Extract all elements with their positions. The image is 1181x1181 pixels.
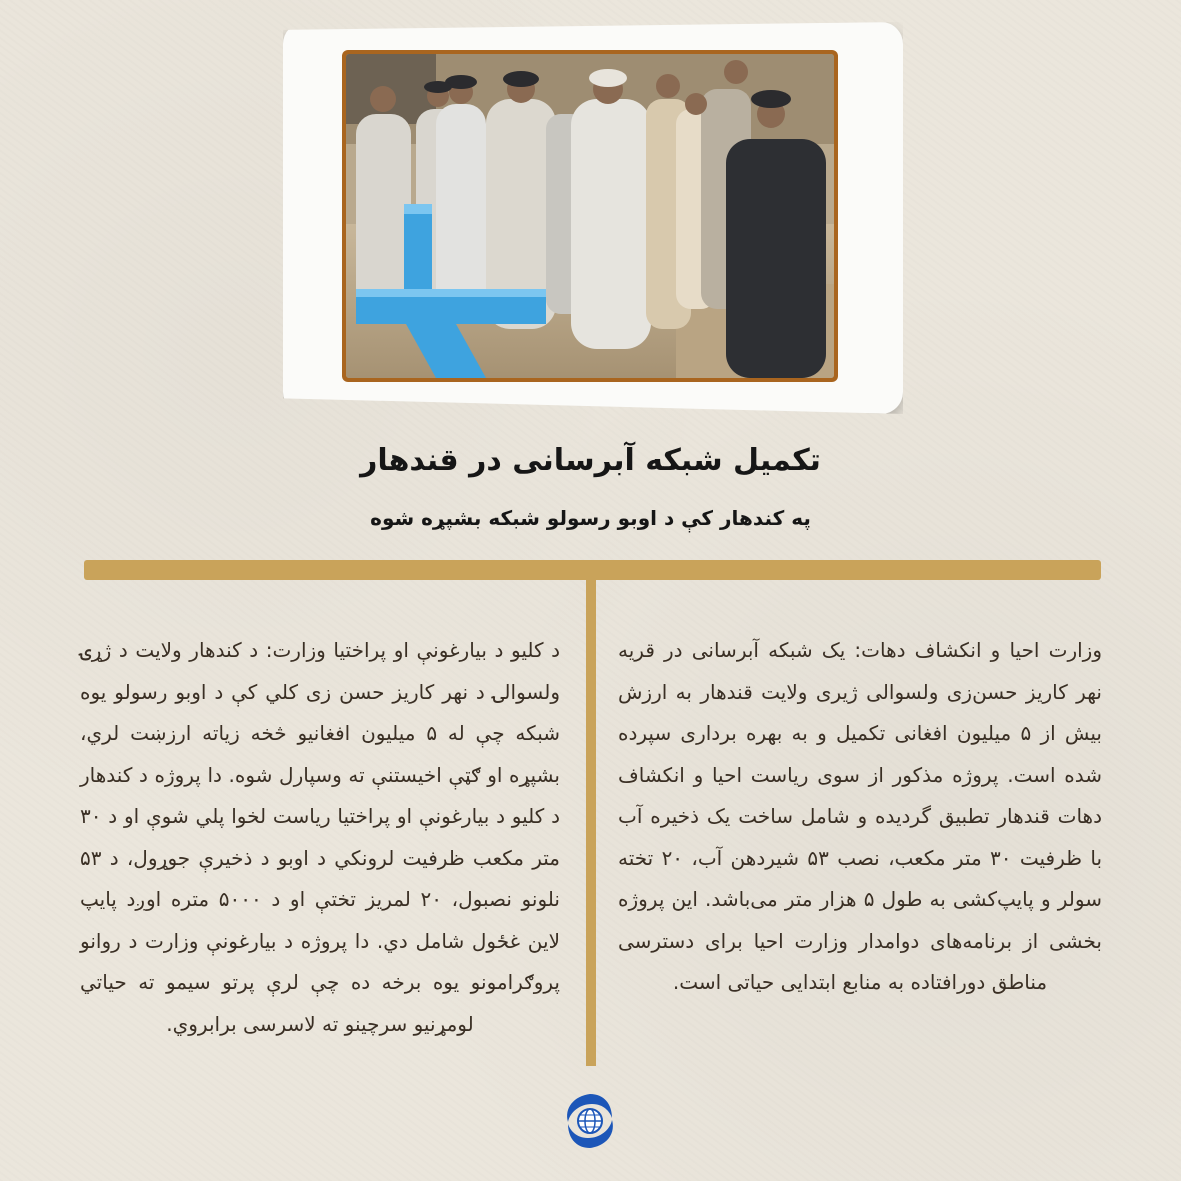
ministry-logo-icon bbox=[560, 1090, 620, 1152]
article-subtitle: په کندهار کې د اوبو رسولو شبکه بشپړه شوه bbox=[370, 506, 811, 530]
vertical-divider bbox=[586, 578, 596, 1066]
water-project-photo bbox=[346, 54, 834, 378]
body-pashto: د کلیو د بیارغونې او پراختیا وزارت: د کندهار ولایت د ژړۍ ولسوالۍ د نهر کاریز حسن زی کلي کې د اوبو رسولو یوه شبکه چې له ۵ میلیون افغانیو څخه زیاته ارزښت لري، بشپړه او ګټې اخیستنې ته وسپارل شوه. دا پروژه د کندهار د کلیو د بیارغونې او پراختیا ریاست لخوا پلي شوې او د ۳۰ متر مکعب ظرفیت لرونکي د اوبو د ذخیرې جوړول، د ۵۳ نلونو نصبول، ۲۰ لمریز تختې او د ۵۰۰۰ متره اوږد پایپ لاین غځول شامل دي. دا پروژه د بیارغونې وزارت د روانو پروګرامونو یوه برخه ده چې لرې پرتو سیمو ته حیاتي لومړنیو سرچینو ته لاسرسی برابروي. bbox=[80, 638, 560, 1036]
body-dari: وزارت احیا و انکشاف دهات: یک شبکه آبرسانی در قریه نهر کاریز حسن‌زی ولسوالی ژیری ولایت قندهار به ارزش بیش از ۵ میلیون افغانی تکمیل و به بهره برداری سپرده شده است. پروژه مذکور از سوی ریاست احیا و انکشاف دهات قندهار تطبیق گردیده و شامل ساخت یک ذخیره آب با ظرفیت ۳۰ متر مکعب، نصب ۵۳ شیردهن آب، ۲۰ تخته سولر و پایپ‌کشی به طول ۵ هزار متر می‌باشد. این پروژه بخشی از برنامه‌های دوامدار وزارت احیا برای دسترسی مناطق دورافتاده به منابع ابتدایی حیاتی است. bbox=[618, 638, 1103, 994]
article-title: تکمیل شبکه آبرسانی در قندهار bbox=[360, 443, 821, 478]
photo-frame bbox=[342, 50, 838, 382]
horizontal-divider bbox=[84, 560, 1101, 580]
